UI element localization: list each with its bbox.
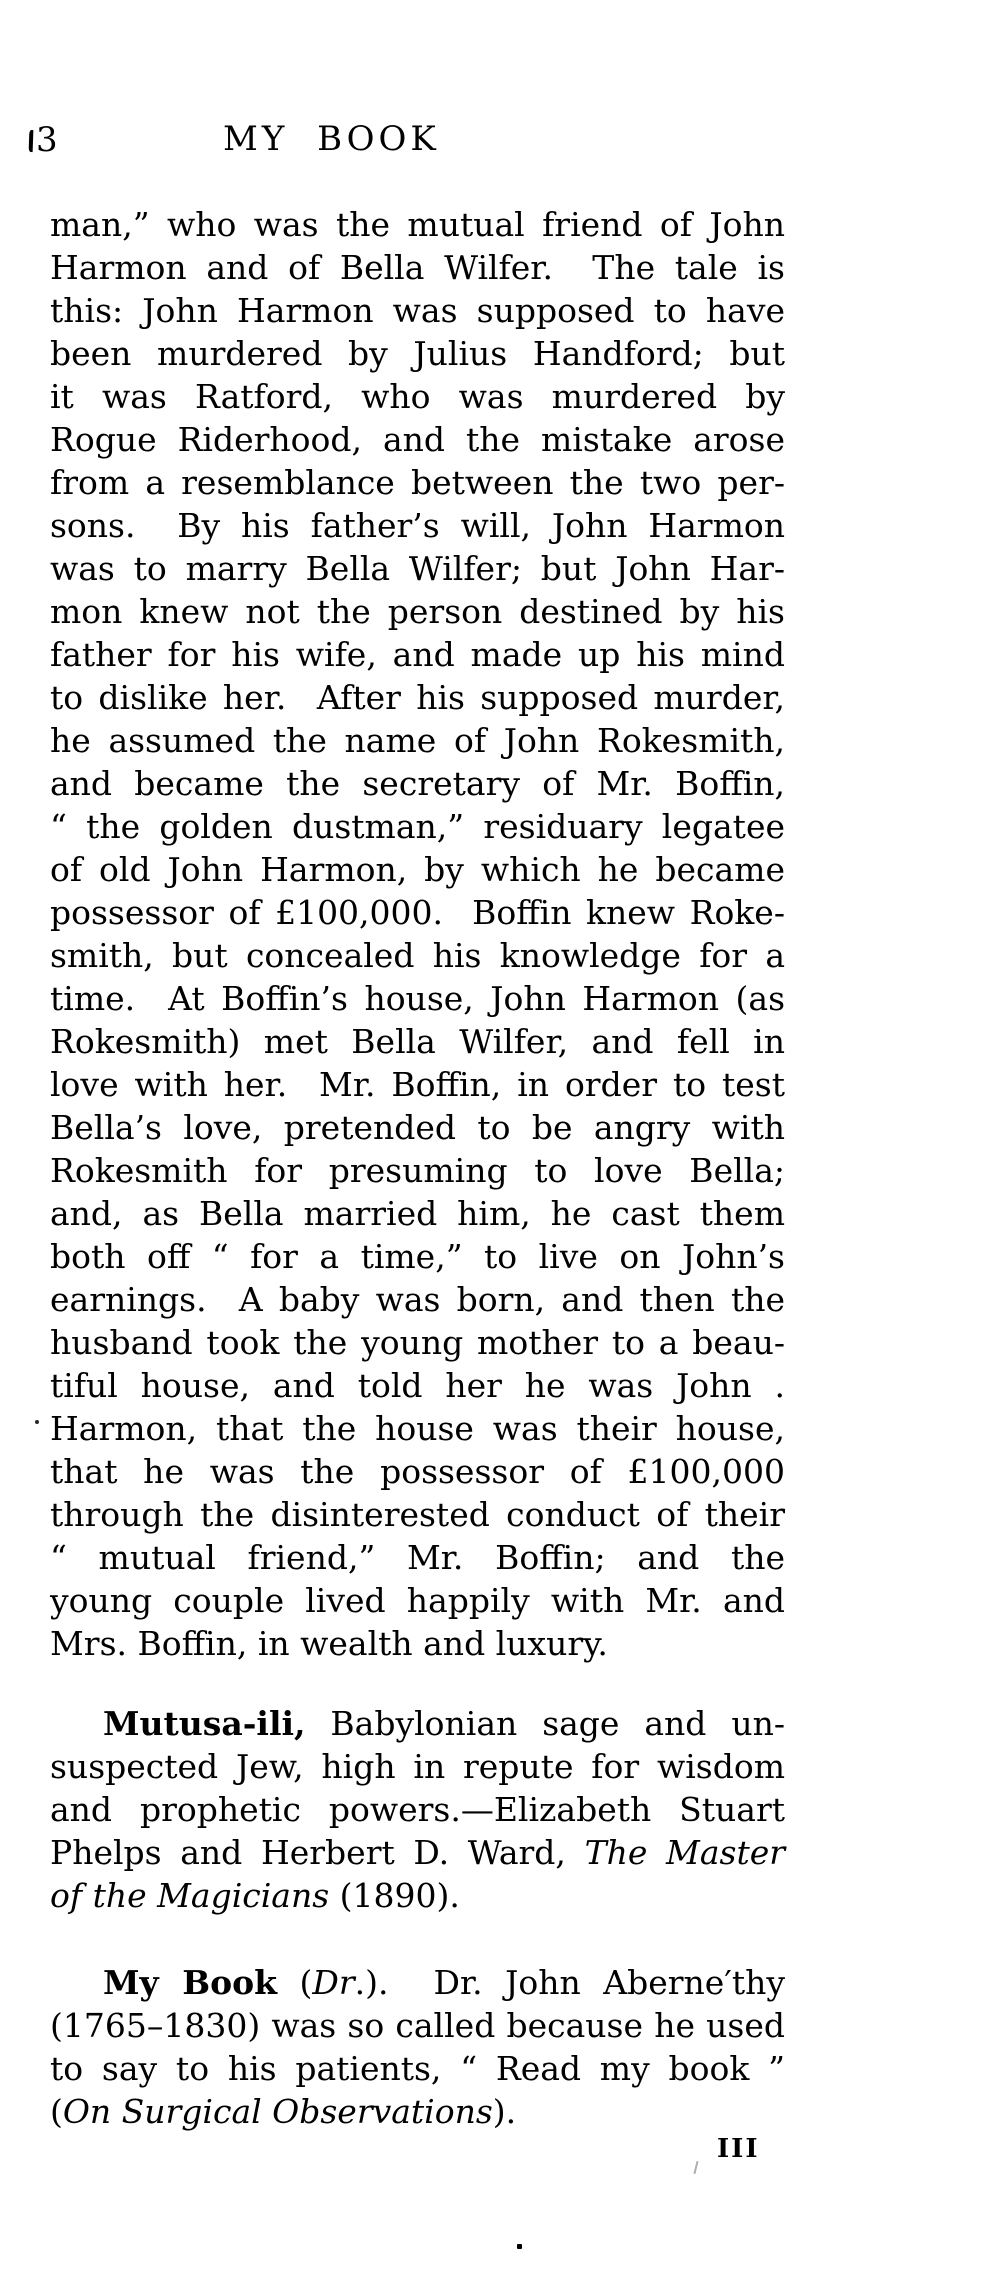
- ink-artifact-slash: [693, 2161, 698, 2174]
- text-line: [50, 934, 785, 977]
- text-line: [50, 1536, 785, 1579]
- text-segment: (: [50, 2092, 63, 2131]
- text-line: [50, 1450, 785, 1493]
- text-segment: young couple lived happily with Mr. and: [50, 1581, 785, 1620]
- text-line: [50, 1020, 785, 1063]
- paragraph: [50, 203, 785, 1665]
- text-segment: was to marry Bella Wilfer; but John Har-: [50, 549, 785, 588]
- text-segment: mon knew not the person destined by his: [50, 592, 785, 631]
- text-line: [50, 1622, 785, 1665]
- text-segment: Mrs. Boffin, in wealth and luxury.: [50, 1624, 608, 1663]
- text-segment: ).: [492, 2092, 517, 2131]
- text-segment: .). Dr. John Aberne′thy: [354, 1963, 785, 2002]
- text-line: [50, 1106, 785, 1149]
- text-line: [50, 1321, 785, 1364]
- text-line: [50, 504, 785, 547]
- text-segment: and prophetic powers.—Elizabeth Stuart: [50, 1790, 785, 1829]
- text-segment: and, as Bella married him, he cast them: [50, 1194, 785, 1233]
- text-segment: both off “ for a time,” to live on John’s: [50, 1237, 785, 1276]
- text-segment: this: John Harmon was supposed to have: [50, 291, 785, 330]
- text-segment: On Surgical Observations: [62, 2092, 493, 2131]
- text-segment: to dislike her. After his supposed murder,: [50, 678, 785, 717]
- text-segment: smith, but concealed his knowledge for a: [50, 936, 785, 975]
- text-segment: “ mutual friend,” Mr. Boffin; and the: [50, 1538, 785, 1577]
- text-line: [50, 1579, 785, 1622]
- text-line: [50, 1149, 785, 1192]
- text-line: [50, 1364, 785, 1407]
- text-line: [50, 1063, 785, 1106]
- text-segment: “ the golden dustman,” residuary legatee: [50, 807, 785, 846]
- text-line: [50, 1407, 785, 1450]
- text-line: [50, 2047, 785, 2090]
- text-segment: husband took the young mother to a beau-: [50, 1323, 785, 1362]
- ink-artifact-margin-dot: [35, 1420, 39, 1424]
- text-line: [50, 1788, 785, 1831]
- text-line: [50, 2004, 785, 2047]
- text-segment: Mutusa-ili,: [103, 1704, 306, 1743]
- text-line: [50, 977, 785, 1020]
- text-segment: Harmon, that the house was their house,: [50, 1409, 785, 1448]
- text-line: [50, 719, 785, 762]
- text-segment: Rogue Riderhood, and the mistake arose: [50, 420, 785, 459]
- text-segment: earnings. A baby was born, and then the: [50, 1280, 785, 1319]
- text-segment: to say to his patients, “ Read my book ”: [50, 2049, 785, 2088]
- text-line: [50, 1235, 785, 1278]
- text-line: [50, 289, 785, 332]
- text-segment: The Master: [584, 1833, 786, 1872]
- text-segment: Rokesmith) met Bella Wilfer, and fell in: [50, 1022, 785, 1061]
- text-line: [50, 676, 785, 719]
- text-line: [50, 633, 785, 676]
- page-title: MY BOOK: [223, 119, 440, 159]
- text-line: [50, 1278, 785, 1321]
- signature-mark: III: [717, 2134, 760, 2164]
- text-line: [50, 891, 785, 934]
- text-line: [50, 1192, 785, 1235]
- text-segment: Bella’s love, pretended to be angry with: [50, 1108, 785, 1147]
- text-segment: of the Magicians: [50, 1876, 330, 1915]
- text-line: [50, 1874, 785, 1917]
- text-segment: father for his wife, and made up his mind: [50, 635, 785, 674]
- text-segment: (1765–1830) was so called because he used: [50, 2006, 785, 2045]
- text-line: [50, 1961, 785, 2004]
- text-segment: tiful house, and told her he was John .: [50, 1366, 785, 1405]
- text-segment: of old John Harmon, by which he became: [50, 850, 785, 889]
- text-line: [50, 1702, 785, 1745]
- text-line: [50, 590, 785, 633]
- text-line: [50, 461, 785, 504]
- text-segment: Babylonian sage and un-: [305, 1704, 785, 1743]
- page-number: 3: [36, 120, 58, 160]
- text-segment: time. At Boffin’s house, John Harmon (as: [50, 979, 785, 1018]
- text-segment: My Book: [103, 1963, 278, 2002]
- text-segment: from a resemblance between the two per-: [50, 463, 785, 502]
- text-line: [50, 203, 785, 246]
- text-segment: and became the secretary of Mr. Boffin,: [50, 764, 785, 803]
- body-text: [50, 203, 785, 2133]
- text-segment: (1890).: [329, 1876, 460, 1915]
- text-segment: man,” who was the mutual friend of John: [50, 205, 785, 244]
- text-segment: suspected Jew, high in repute for wisdom: [50, 1747, 785, 1786]
- text-segment: he assumed the name of John Rokesmith,: [50, 721, 785, 760]
- text-line: [50, 805, 785, 848]
- text-segment: through the disinterested conduct of their: [50, 1495, 785, 1534]
- paragraph: [50, 1702, 785, 1917]
- text-segment: love with her. Mr. Boffin, in order to test: [50, 1065, 785, 1104]
- text-segment: Dr: [312, 1963, 355, 2002]
- text-line: [50, 1831, 785, 1874]
- text-line: [50, 332, 785, 375]
- text-line: [50, 2090, 785, 2133]
- text-segment: Harmon and of Bella Wilfer. The tale is: [50, 248, 785, 287]
- text-line: [50, 547, 785, 590]
- text-segment: sons. By his father’s will, John Harmon: [50, 506, 785, 545]
- text-line: [50, 1493, 785, 1536]
- text-line: [50, 1745, 785, 1788]
- text-segment: been murdered by Julius Handford; but: [50, 334, 785, 373]
- text-segment: it was Ratford, who was murdered by: [50, 377, 785, 416]
- text-line: [50, 762, 785, 805]
- ink-artifact-bottom-dot: [517, 2244, 522, 2249]
- text-line: [50, 418, 785, 461]
- paragraph: [50, 1961, 785, 2133]
- ink-artifact-page-number-fragment: [29, 130, 34, 152]
- text-segment: Rokesmith for presuming to love Bella;: [50, 1151, 785, 1190]
- text-segment: Phelps and Herbert D. Ward,: [50, 1833, 585, 1872]
- text-line: [50, 375, 785, 418]
- text-segment: possessor of £100,000. Boffin knew Roke-: [50, 893, 785, 932]
- text-line: [50, 848, 785, 891]
- text-segment: that he was the possessor of £100,000: [50, 1452, 785, 1491]
- text-segment: (: [277, 1963, 313, 2002]
- text-line: [50, 246, 785, 289]
